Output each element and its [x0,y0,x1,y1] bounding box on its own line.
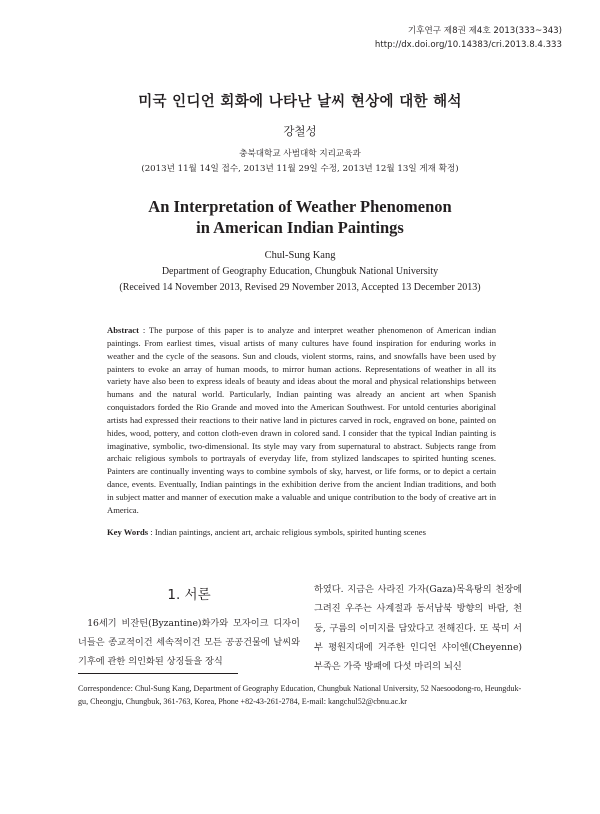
journal-header [375,24,562,52]
section-heading: 1. 서론 [167,587,211,603]
body-column-right [314,580,522,676]
korean-dates: (2013년 11월 14일 접수, 2013년 11월 29일 수정, 2013년 12월 13일 게재 확정) [141,164,459,174]
footnote-divider [78,673,238,674]
abstract-label: Abstract [107,325,139,335]
correspondence-footnote: Correspondence: Chul-Sung Kang, Department of Geography Education, Chungbuk National University, 52 Naesoodong-ro, Heungduk-gu, Cheongju, Chungbuk, 361-763, Korea, Phone +82-43-261-2784, E-mail: kangchul52@cbnu.ac.kr [78,684,522,706]
english-title-line1: An Interpretation of Weather Phenomenon [148,197,452,216]
korean-author: 강철성 [283,124,317,138]
journal-doi[interactable]: http://dx.doi.org/10.14383/cri.2013.8.4.333 [374,40,562,50]
body-column-left [78,614,300,671]
english-title-line2: in American Indian Paintings [196,218,404,237]
abstract [107,324,496,517]
keywords [107,526,496,539]
english-dates: (Received 14 November 2013, Revised 29 November 2013, Accepted 13 December 2013) [119,282,481,293]
english-affiliation: Department of Geography Education, Chungbuk National University [161,266,439,277]
english-author: Chul-Sung Kang [264,250,336,261]
english-title [0,196,600,238]
korean-title: 미국 인디언 회화에 나타난 날씨 현상에 대한 해석 [138,94,462,110]
keywords-label: Key Words [107,527,149,537]
abstract-text: : The purpose of this paper is to analyze and interpret weather phenomenon of American indian paintings. From earliest times, visual artists of many cultures have found inspiration for enduring works in weather and the cycle of the seasons. Sun and clouds, violent storms, rains, and snowfalls have been used by painters to evoke an array of human moods, to mirror human actions. Representations of weather in all its variety have also been to express ideals of beauty and ideas about the moral and physical relationships between humans and the natural world. Particularly, Indian painting was already an ancient art when Spanish conquistadors forded the Rio Grande and moved into the American Southwest. For untold centuries aboriginal artists had expressed their reactions to their native land in pictures carved in rock, engraved on bone, painted on hides, wood, pottery, and cotton cloth-even drawn in colored sand. I consider that the typical Indian painting is imaginative, symbolic, two-dimensional. Its style may vary from supernatural to abstract. Subjects range from archaic religious symbols to portrayals of everyday life, from stylized landscapes to spirited hunting scenes. Painters are continually inventing ways to combine symbols of sky, harvest, or life forms, or to depict a certain dance, events. Eventually, Indian paintings in the exhibition derive from the ancient Indian traditions, and both in subject matter and manner of execution make a valuable and unique contribution to the body of creative art in America. [107,325,496,515]
journal-citation: 기후연구 제8권 제4호 2013(333~343) [407,26,562,36]
body-paragraph-right: 하였다. 지금은 사라진 가자(Gaza)목욕탕의 천장에 그려진 우주는 사계절과 동서남북 방향의 바람, 천둥, 구름의 이미지를 담았다고 전해진다. 또 북미 서부 평원지대에 거주한 인디언 샤이엔(Cheyenne) 부족은 가죽 방패에 다섯 마리의 뇌신 [314,584,522,673]
keywords-text: : Indian paintings, ancient art, archaic religious symbols, spirited hunting scenes [148,527,426,537]
korean-affiliation: 충북대학교 사범대학 지리교육과 [239,149,361,159]
body-paragraph-left: 16세기 비잔틴(Byzantine)화가와 모자이크 디자이너들은 종교적이건 세속적이건 모든 공공건물에 날씨와 기후에 관한 의인화된 상징들을 장식 [78,618,300,667]
